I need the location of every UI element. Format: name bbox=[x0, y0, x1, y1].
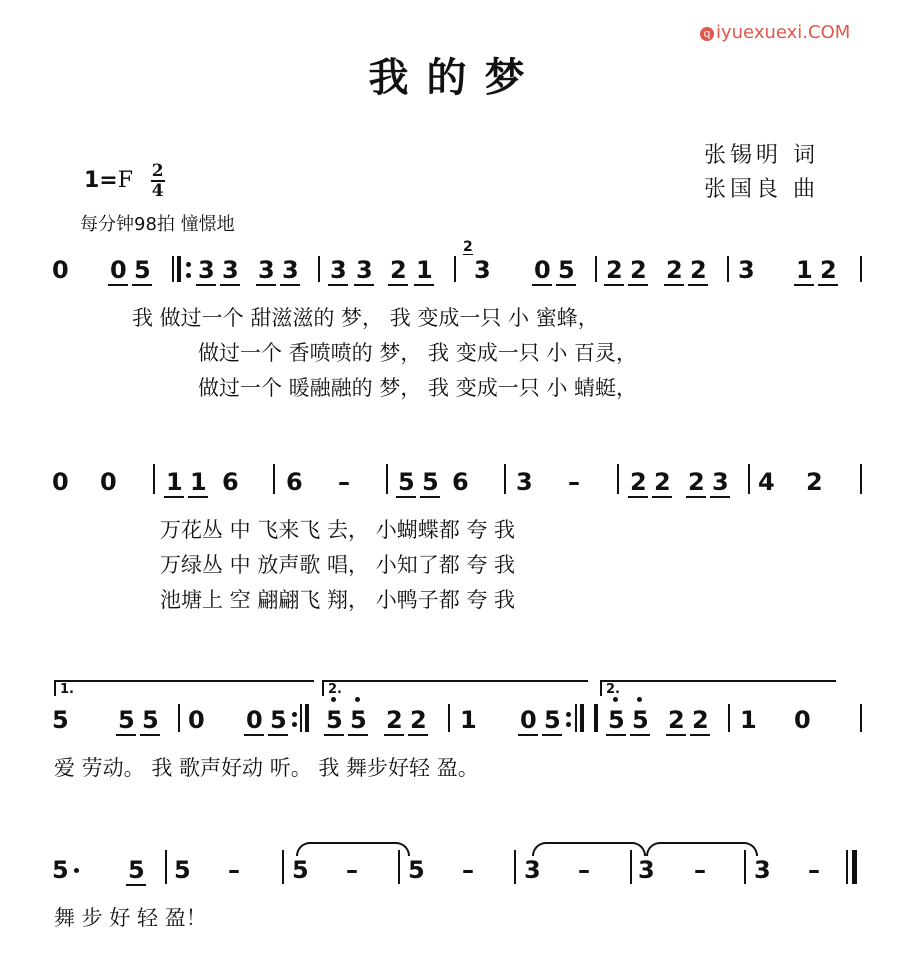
barline bbox=[504, 464, 506, 494]
note: 5 bbox=[52, 856, 69, 884]
repeat-start bbox=[177, 256, 181, 282]
lyric-line: 舞 步 好 轻 盈！ bbox=[54, 906, 207, 930]
note: 2 bbox=[654, 468, 671, 496]
note: – bbox=[462, 856, 474, 884]
barline bbox=[178, 704, 180, 732]
note: 1 bbox=[740, 706, 757, 734]
note: 5 bbox=[558, 256, 575, 284]
note: 2 bbox=[690, 256, 707, 284]
repeat-dot bbox=[566, 712, 571, 717]
lyric-line: 做过一个 香喷喷的 梦， 我 变成一只 小 百灵， bbox=[198, 341, 638, 365]
note: – bbox=[578, 856, 590, 884]
note: 3 bbox=[754, 856, 771, 884]
lyric-line: 做过一个 暖融融的 梦， 我 变成一只 小 蜻蜓， bbox=[198, 376, 638, 400]
note: 5 bbox=[134, 256, 151, 284]
barline bbox=[727, 256, 729, 282]
note: 5 bbox=[128, 856, 145, 884]
site-watermark bbox=[700, 22, 850, 43]
repeat-end bbox=[305, 704, 309, 732]
final-ending-bar bbox=[594, 704, 598, 732]
barline bbox=[630, 850, 632, 884]
note: 5 bbox=[52, 706, 69, 734]
barline bbox=[386, 464, 388, 494]
key-note: F bbox=[117, 168, 134, 193]
note: 0 bbox=[100, 468, 117, 496]
repeat-dot bbox=[292, 722, 297, 727]
tie bbox=[296, 842, 410, 856]
note: 4 bbox=[758, 468, 775, 496]
note: – bbox=[346, 856, 358, 884]
barline bbox=[454, 256, 456, 282]
note: 5 bbox=[174, 856, 191, 884]
note: 5 bbox=[292, 856, 309, 884]
note: 6 bbox=[222, 468, 239, 496]
upper-octave-dot bbox=[331, 697, 336, 702]
repeat-dot bbox=[186, 273, 191, 278]
note: 0 bbox=[246, 706, 263, 734]
note: 1 bbox=[190, 468, 207, 496]
barline bbox=[398, 850, 400, 884]
barline bbox=[748, 464, 750, 494]
note: 1 bbox=[796, 256, 813, 284]
barline bbox=[744, 850, 746, 884]
ending-bracket-3 bbox=[600, 680, 836, 696]
note: 2 bbox=[692, 706, 709, 734]
time-top: 2 bbox=[151, 161, 164, 181]
barline bbox=[318, 256, 320, 282]
ending-bracket-1 bbox=[54, 680, 314, 696]
note: 3 bbox=[282, 256, 299, 284]
lyric-line: 我 做过一个 甜滋滋的 梦， 我 变成一只 小 蜜蜂， bbox=[132, 306, 599, 330]
barline bbox=[165, 850, 167, 884]
note: 2 bbox=[820, 256, 837, 284]
note: 5 bbox=[398, 468, 415, 496]
key-label: 1= bbox=[84, 168, 118, 193]
repeat-dot bbox=[186, 262, 191, 267]
note: 2 bbox=[688, 468, 705, 496]
note: 5 bbox=[608, 706, 625, 734]
note: – bbox=[808, 856, 820, 884]
note: 2 bbox=[410, 706, 427, 734]
note: – bbox=[568, 468, 580, 496]
repeat-end bbox=[580, 704, 584, 732]
note: 3 bbox=[356, 256, 373, 284]
upper-octave-dot bbox=[355, 697, 360, 702]
note: 3 bbox=[738, 256, 755, 284]
barline bbox=[617, 464, 619, 494]
note: 2 bbox=[666, 256, 683, 284]
note: 3 bbox=[474, 256, 491, 284]
note: 2 bbox=[806, 468, 823, 496]
note: 5 bbox=[632, 706, 649, 734]
tempo-marking: 每分钟98拍 憧憬地 bbox=[80, 214, 235, 235]
watermark-text: iyuexuexi.COM bbox=[716, 22, 851, 43]
note: 2 bbox=[386, 706, 403, 734]
note: 3 bbox=[330, 256, 347, 284]
final-barline-thin bbox=[846, 850, 848, 884]
note: 5 bbox=[422, 468, 439, 496]
note: 0 bbox=[52, 468, 69, 496]
lyric-line: 池塘上 空 翩翩飞 翔， 小鸭子都 夸 我 bbox=[160, 588, 516, 612]
lyric-line: 万花丛 中 飞来飞 去， 小蝴蝶都 夸 我 bbox=[160, 518, 516, 542]
ending-number: 2. bbox=[328, 682, 342, 697]
note: 3 bbox=[712, 468, 729, 496]
watermark-logo-icon: q bbox=[700, 27, 714, 41]
note: 3 bbox=[222, 256, 239, 284]
lyric-line: 爱 劳动。 我 歌声好动 听。 我 舞步好轻 盈。 bbox=[54, 756, 479, 780]
barline bbox=[860, 256, 862, 282]
note: 3 bbox=[198, 256, 215, 284]
note: 5 bbox=[350, 706, 367, 734]
note: 0 bbox=[188, 706, 205, 734]
note: 2 bbox=[630, 256, 647, 284]
barline bbox=[172, 256, 174, 282]
barline bbox=[448, 704, 450, 732]
note: 5 bbox=[408, 856, 425, 884]
composer-credit: 张国良 曲 bbox=[704, 177, 819, 202]
note: 0 bbox=[52, 256, 69, 284]
key-signature bbox=[84, 162, 165, 200]
upper-octave-dot bbox=[613, 697, 618, 702]
time-bottom: 4 bbox=[151, 181, 164, 201]
barline bbox=[282, 850, 284, 884]
ending-number: 1. bbox=[60, 682, 74, 697]
tie bbox=[646, 842, 758, 856]
note: 5 bbox=[142, 706, 159, 734]
note: 6 bbox=[452, 468, 469, 496]
barline bbox=[860, 464, 862, 494]
lyric-line: 万绿丛 中 放声歌 唱， 小知了都 夸 我 bbox=[160, 553, 516, 577]
note: – bbox=[228, 856, 240, 884]
repeat-end bbox=[300, 704, 302, 732]
barline bbox=[595, 256, 597, 282]
note: 3 bbox=[638, 856, 655, 884]
note: 5 bbox=[270, 706, 287, 734]
note: 0 bbox=[520, 706, 537, 734]
note: 6 bbox=[286, 468, 303, 496]
note: 3 bbox=[524, 856, 541, 884]
note: 5 bbox=[118, 706, 135, 734]
note: 5 bbox=[326, 706, 343, 734]
time-signature bbox=[151, 162, 165, 200]
repeat-dot bbox=[292, 712, 297, 717]
ending-number: 2. bbox=[606, 682, 620, 697]
barline bbox=[514, 850, 516, 884]
repeat-dot bbox=[566, 722, 571, 727]
note: 3 bbox=[258, 256, 275, 284]
barline bbox=[728, 704, 730, 732]
note: 1 bbox=[460, 706, 477, 734]
note: 1 bbox=[166, 468, 183, 496]
repeat-end bbox=[575, 704, 577, 732]
song-title: 我的梦 bbox=[368, 54, 543, 101]
lyricist-credit: 张锡明 词 bbox=[704, 143, 819, 168]
barline bbox=[860, 704, 862, 732]
note: 2 bbox=[390, 256, 407, 284]
augmentation-dot bbox=[74, 868, 79, 873]
note: – bbox=[338, 468, 350, 496]
note: 2 bbox=[630, 468, 647, 496]
note: 2 bbox=[606, 256, 623, 284]
ending-bracket-2 bbox=[322, 680, 588, 696]
volta-number: 2 bbox=[463, 239, 473, 255]
upper-octave-dot bbox=[637, 697, 642, 702]
barline bbox=[273, 464, 275, 494]
tie bbox=[532, 842, 646, 856]
barline bbox=[153, 464, 155, 494]
note: 3 bbox=[516, 468, 533, 496]
note: 1 bbox=[416, 256, 433, 284]
note: 2 bbox=[668, 706, 685, 734]
note: – bbox=[694, 856, 706, 884]
note: 0 bbox=[534, 256, 551, 284]
final-barline-thick bbox=[852, 850, 857, 884]
note: 5 bbox=[544, 706, 561, 734]
note: 0 bbox=[110, 256, 127, 284]
note: 0 bbox=[794, 706, 811, 734]
